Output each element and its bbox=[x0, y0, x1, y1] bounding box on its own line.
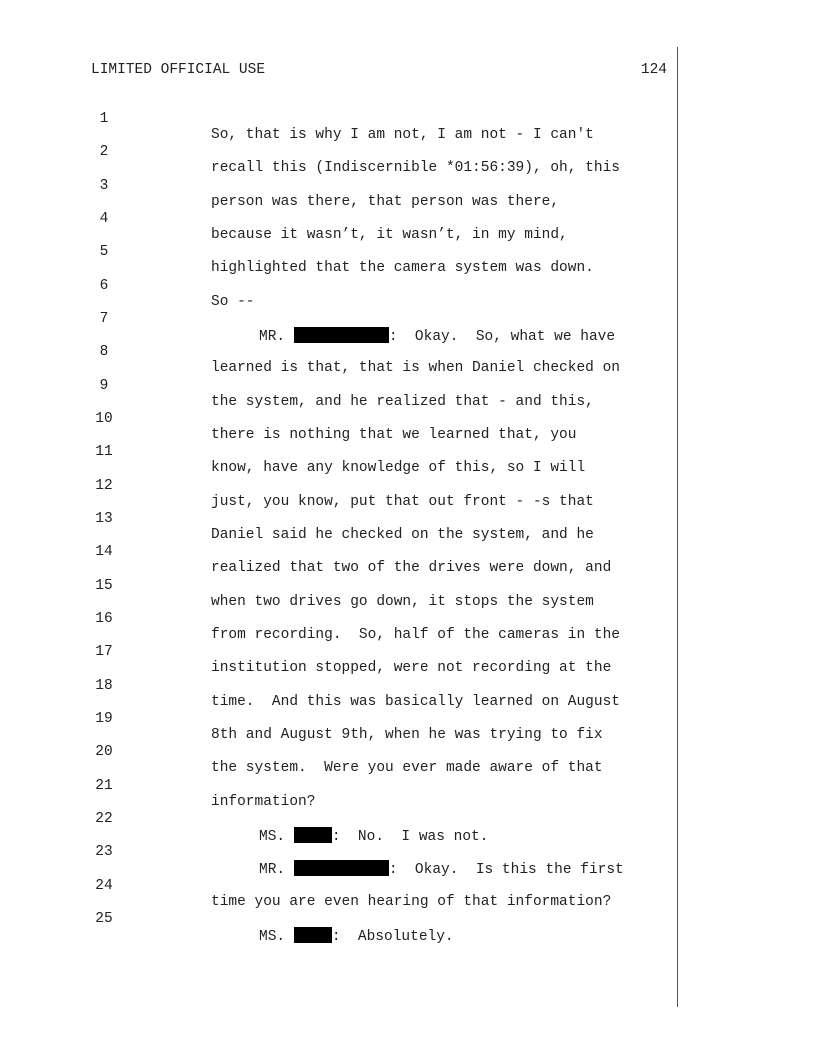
line-number: 2 bbox=[99, 144, 109, 160]
line-text: So -- bbox=[211, 294, 255, 310]
line-text: because it wasn’t, it wasn’t, in my mind, bbox=[211, 227, 568, 243]
line-text: realized that two of the drives were down, and bbox=[211, 560, 612, 576]
line-text: just, you know, put that out front - -s that bbox=[211, 494, 594, 510]
line-text: information? bbox=[211, 794, 316, 810]
line-number: 1 bbox=[99, 111, 109, 127]
line-text: : No. I was not. bbox=[331, 829, 489, 845]
line-text: : Okay. Is this the first bbox=[388, 862, 624, 878]
line-number: 9 bbox=[99, 378, 109, 394]
line-text: know, have any knowledge of this, so I will bbox=[211, 460, 586, 476]
line-number: 3 bbox=[99, 178, 109, 194]
line-number: 24 bbox=[95, 878, 113, 894]
page-number: 124 bbox=[640, 62, 667, 78]
transcript-line bbox=[0, 262, 255, 310]
line-number: 18 bbox=[95, 678, 113, 694]
speaker-line bbox=[259, 327, 615, 345]
line-number: 10 bbox=[95, 411, 113, 427]
line-text: So, that is why I am not, I am not - I can't bbox=[211, 127, 594, 143]
line-number: 4 bbox=[99, 211, 109, 227]
margin-rule bbox=[677, 47, 678, 1007]
transcript-line bbox=[0, 295, 616, 345]
classification-header: LIMITED OFFICIAL USE bbox=[91, 62, 266, 78]
line-number: 16 bbox=[95, 611, 113, 627]
line-number: 8 bbox=[99, 344, 109, 360]
line-text: 8th and August 9th, when he was trying to fix bbox=[211, 727, 603, 743]
line-number: 19 bbox=[95, 711, 113, 727]
speaker-title: MR. bbox=[259, 329, 286, 345]
line-text: learned is that, that is when Daniel checked on bbox=[211, 360, 620, 376]
line-text: time you are even hearing of that information? bbox=[211, 894, 612, 910]
redaction-block bbox=[294, 827, 332, 843]
line-text: : Okay. So, what we have bbox=[388, 329, 616, 345]
line-number: 12 bbox=[95, 478, 113, 494]
line-text: highlighted that the camera system was down. bbox=[211, 260, 594, 276]
line-text: from recording. So, half of the cameras in the bbox=[211, 627, 620, 643]
line-number: 11 bbox=[95, 444, 113, 460]
line-text: there is nothing that we learned that, you bbox=[211, 427, 577, 443]
line-number: 25 bbox=[95, 911, 113, 927]
speaker-title: MS. bbox=[259, 929, 286, 945]
line-number: 5 bbox=[99, 244, 109, 260]
redaction-block bbox=[294, 327, 389, 343]
line-text: person was there, that person was there, bbox=[211, 194, 560, 210]
line-number: 22 bbox=[95, 811, 113, 827]
transcript-line bbox=[0, 762, 316, 810]
line-number: 20 bbox=[95, 744, 113, 760]
line-number: 13 bbox=[95, 511, 113, 527]
line-text: recall this (Indiscernible *01:56:39), oh, this bbox=[211, 160, 620, 176]
transcript-line bbox=[0, 95, 594, 143]
line-text: Daniel said he checked on the system, and he bbox=[211, 527, 594, 543]
line-number: 23 bbox=[95, 844, 113, 860]
speaker-line bbox=[259, 827, 488, 845]
speaker-title: MR. bbox=[259, 862, 286, 878]
redaction-block bbox=[294, 860, 389, 876]
redaction-block bbox=[294, 927, 332, 943]
line-text: time. And this was basically learned on August bbox=[211, 694, 620, 710]
line-text: the system. Were you ever made aware of that bbox=[211, 760, 603, 776]
speaker-line bbox=[259, 927, 454, 945]
line-number: 21 bbox=[95, 778, 113, 794]
line-number: 7 bbox=[99, 311, 109, 327]
line-number: 6 bbox=[99, 278, 109, 294]
line-number: 17 bbox=[95, 644, 113, 660]
line-number: 15 bbox=[95, 578, 113, 594]
line-number: 14 bbox=[95, 544, 113, 560]
line-text: institution stopped, were not recording at the bbox=[211, 660, 612, 676]
line-text: the system, and he realized that - and this, bbox=[211, 394, 594, 410]
line-text: when two drives go down, it stops the system bbox=[211, 594, 594, 610]
speaker-title: MS. bbox=[259, 829, 286, 845]
line-text: : Absolutely. bbox=[331, 929, 454, 945]
speaker-line bbox=[259, 860, 624, 878]
